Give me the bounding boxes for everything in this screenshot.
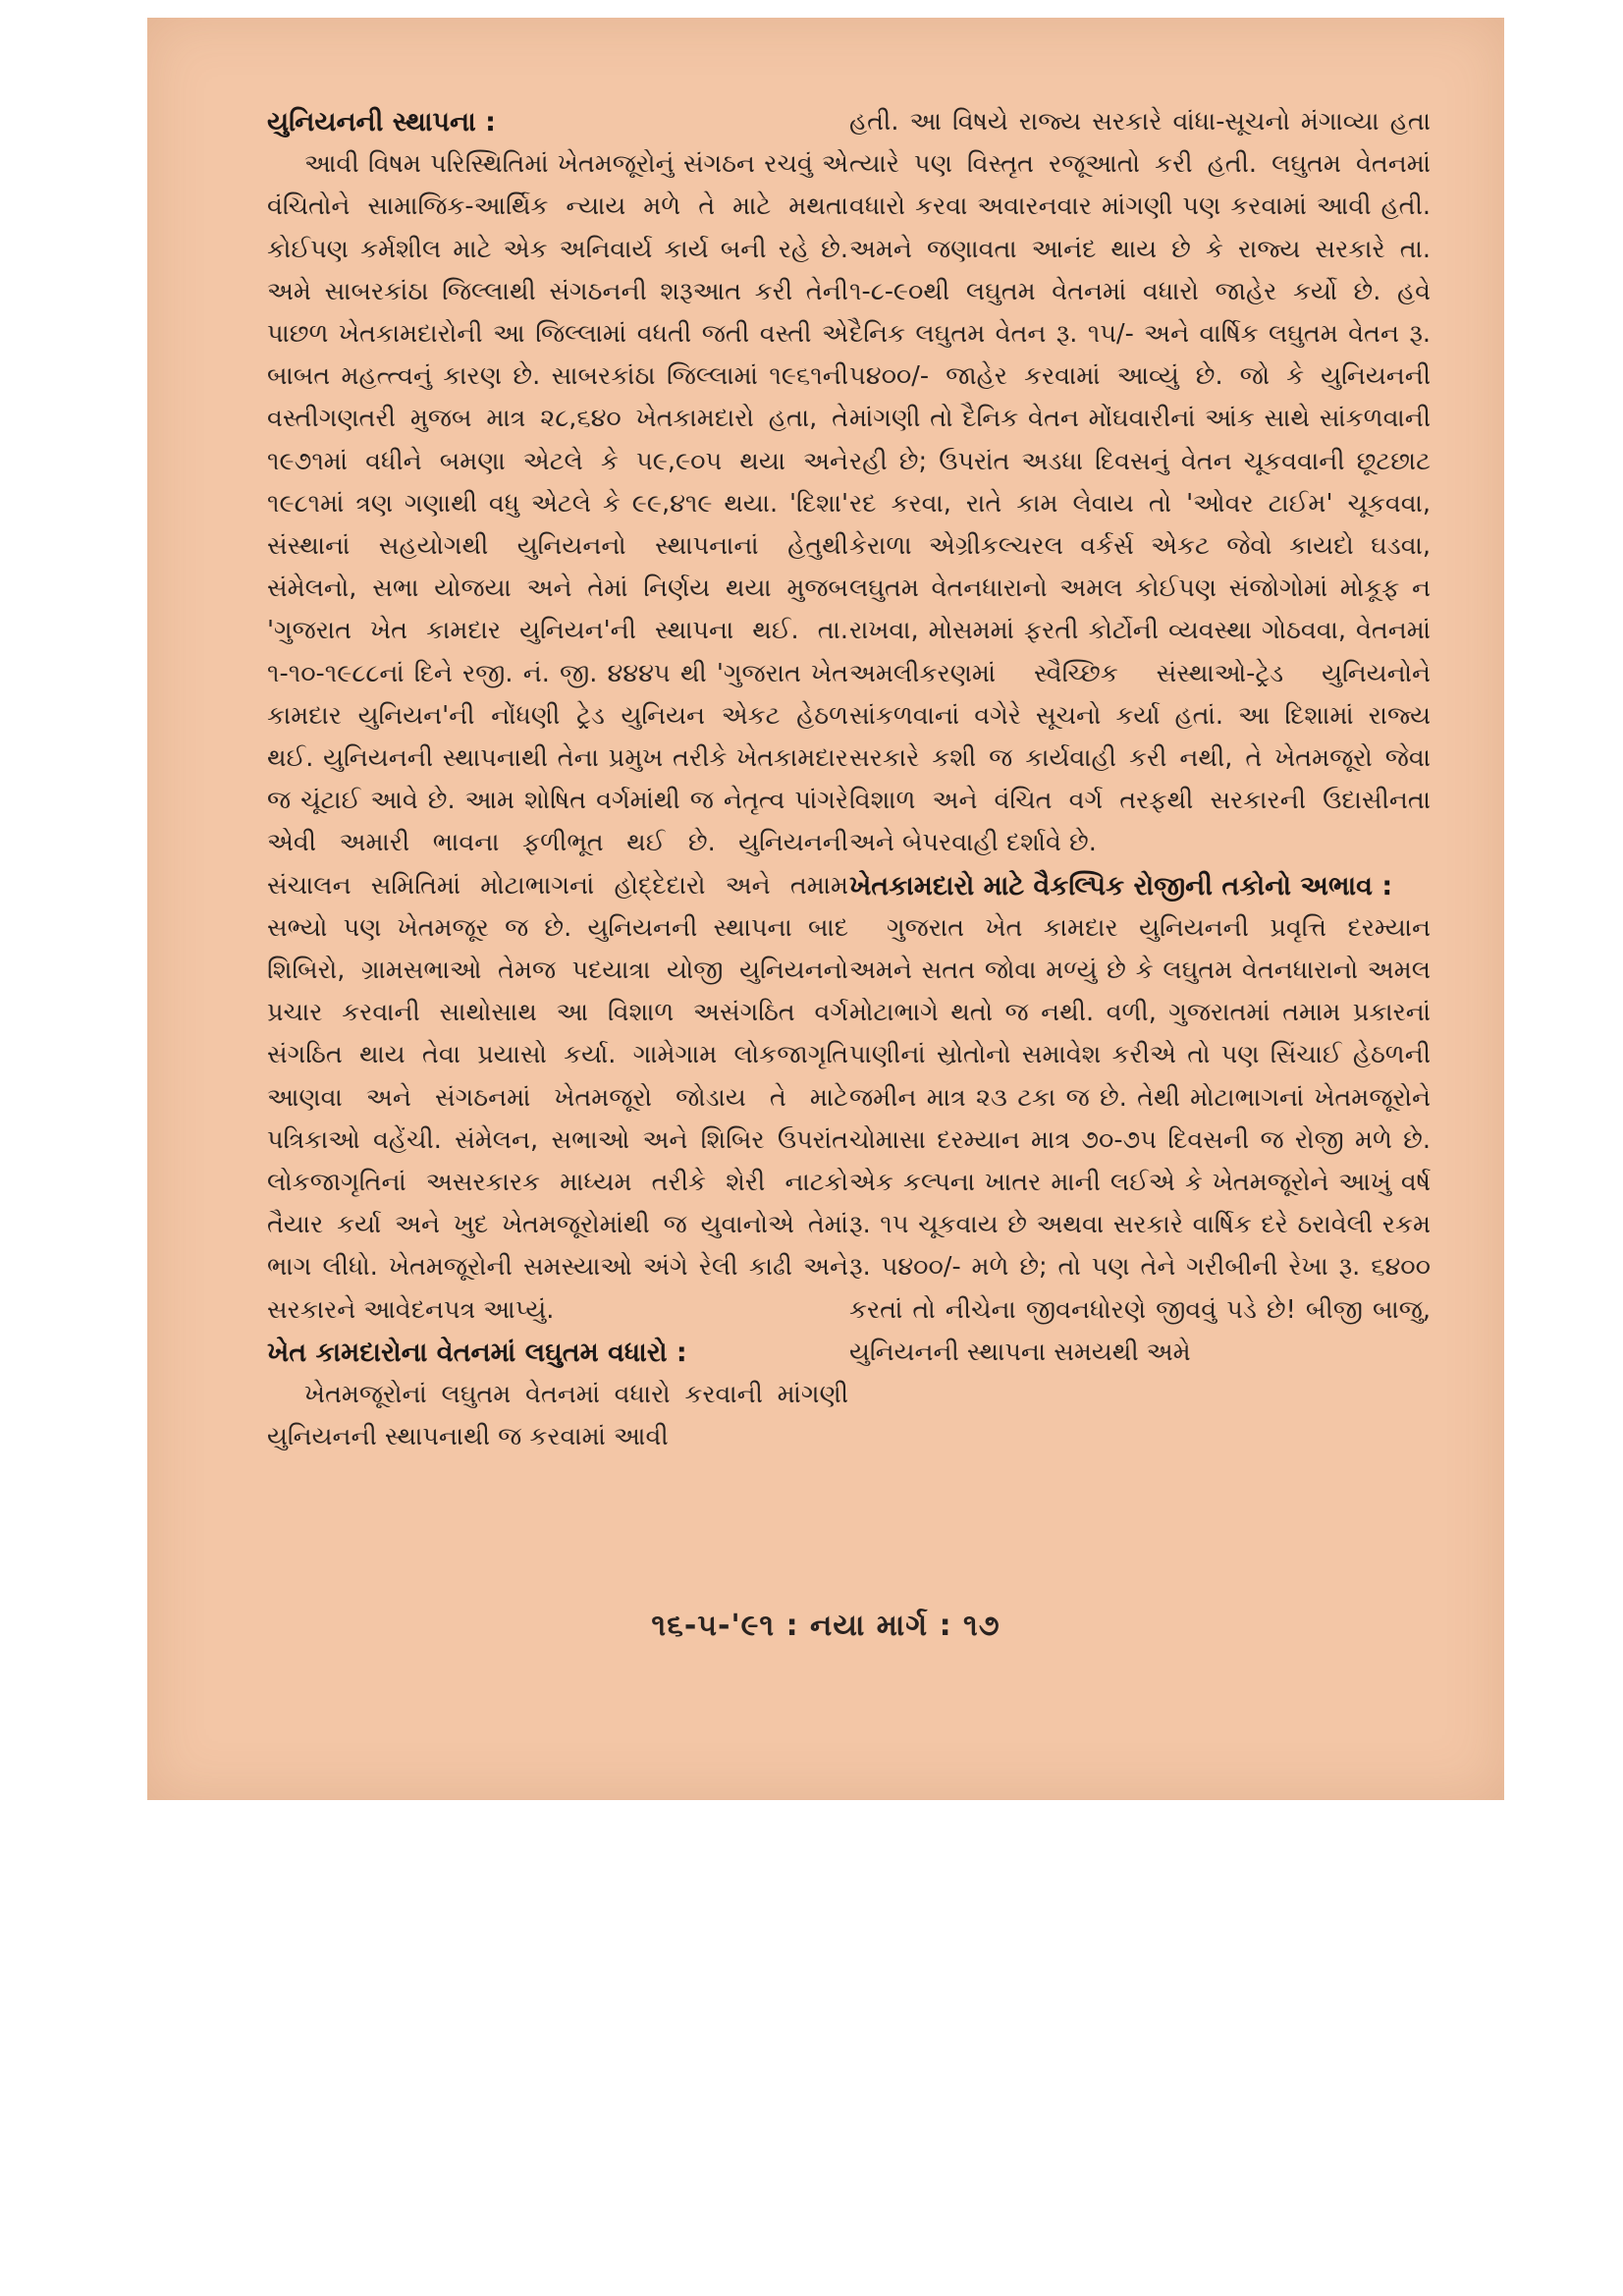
magazine-page xyxy=(147,18,1504,1800)
paragraph-minimum-wage-start: ખેતમજૂરોનાં લઘુતમ વેતનમાં વધારો કરવાની માંગણી યુનિયનની સ્થાપનાથી જ કરવામાં આવી xyxy=(267,1380,848,1452)
paragraph-minimum-wage-continued: હતી. આ વિષયે રાજ્ય સરકારે વાંધા-સૂચનો મંગાવ્યા હતા ત્યારે પણ વિસ્તૃત રજૂઆતો કરી હતી. લઘુતમ વેતનમાં વધારો કરવા અવારનવાર માંગણી પણ કરવામાં આવી હતી. અમને જણાવતા આનંદ થાય છે કે રાજ્ય સરકારે તા. ૧-૮-૯૦થી લઘુતમ વેતનમાં વધારો જાહેર કર્યો છે. હવે દૈનિક લઘુતમ વેતન રૂ. ૧૫/- અને વાર્ષિક લઘુતમ વેતન રૂ. ૫૪૦૦/- જાહેર કરવામાં આવ્યું છે. જો કે યુનિયનની માંગણી તો દૈનિક વેતન મોંઘવારીનાં આંક સાથે સાંકળવાની રહી છે; ઉપરાંત અડધા દિવસનું વેતન ચૂકવવાની છૂટછાટ રદ કરવા, રાતે કામ લેવાય તો 'ઓવર ટાઈમ' ચૂકવવા, કેરાળા એગ્રીકલ્ચરલ વર્કર્સ એકટ જેવો કાયદો ઘડવા, લઘુતમ વેતનધારાનો અમલ કોઈપણ સંજોગોમાં મોકૂફ ન રાખવા, મોસમમાં ફરતી કોર્ટોની વ્યવસ્થા ગોઠવવા, વેતનમાં અમલીકરણમાં સ્વૈચ્છિક સંસ્થાઓ-ટ્રેડ યુનિયનોને સાંકળવાનાં વગેરે સૂચનો કર્યા હતાં. આ દિશામાં રાજ્ય સરકારે કશી જ કાર્યવાહી કરી નથી, તે ખેતમજૂરો જેવા વિશાળ અને વંચિત વર્ગ તરફથી સરકારની ઉદાસીનતા અને બેપરવાહી દર્શાવે છે. xyxy=(849,107,1431,858)
right-column xyxy=(849,101,1431,1374)
section-heading-alternative-employment: ખેતકામદારો માટે વૈકલ્પિક રોજીની તકોનો અભાવ : xyxy=(849,870,1393,902)
page-footer: ૧૬-૫-'૯૧ : નયા માર્ગ : ૧૭ xyxy=(651,1609,1001,1643)
paragraph-union-founding: આવી વિષમ પરિસ્થિતિમાં ખેતમજૂરોનું સંગઠન રચવું એ વંચિતોને સામાજિક-આર્થિક ન્યાય મળે તે માટે મથતા કોઈપણ કર્મશીલ માટે એક અનિવાર્ય કાર્ય બની રહે છે. અમે સાબરકાંઠા જિલ્લાથી સંગઠનની શરૂઆત કરી તેની પાછળ ખેતકામદારોની આ જિલ્લામાં વધતી જતી વસ્તી એ બાબત મહત્ત્વનું કારણ છે. સાબરકાંઠા જિલ્લામાં ૧૯૬૧ની વસ્તીગણતરી મુજબ માત્ર ૨૮,૬૪૦ ખેતકામદારો હતા, તે ૧૯૭૧માં વધીને બમણા એટલે કે ૫૯,૯૦૫ થયા અને ૧૯૮૧માં ત્રણ ગણાથી વધુ એટલે કે ૯૯,૪૧૯ થયા. 'દિશા' સંસ્થાનાં સહયોગથી યુનિયનનો સ્થાપનાનાં હેતુથી સંમેલનો, સભા યોજયા અને તેમાં નિર્ણય થયા મુજબ 'ગુજરાત ખેત કામદાર યુનિયન'ની સ્થાપના થઈ. તા. ૧-૧૦-૧૯૮૮નાં દિને રજી. નં. જી. ૪૪૪૫ થી 'ગુજરાત ખેત કામદાર યુનિયન'ની નોંધણી ટ્રેડ યુનિયન એકટ હેઠળ થઈ. યુનિયનની સ્થાપનાથી તેના પ્રમુખ તરીકે ખેતકામદાર જ ચૂંટાઈ આવે છે. આમ શોષિત વર્ગમાંથી જ નેતૃત્વ પાંગરે એવી અમારી ભાવના ફળીભૂત થઈ છે. યુનિયનની સંચાલન સમિતિમાં મોટાભાગનાં હોદ્દેદારો અને તમામ સભ્યો પણ ખેતમજૂર જ છે. યુનિયનની સ્થાપના બાદ શિબિરો, ગ્રામસભાઓ તેમજ પદયાત્રા યોજી યુનિયનનો પ્રચાર કરવાની સાથોસાથ આ વિશાળ અસંગઠિત વર્ગ સંગઠિત થાય તેવા પ્રયાસો કર્યા. ગામેગામ લોકજાગૃતિ આણવા અને સંગઠનમાં ખેતમજૂરો જોડાય તે માટે પત્રિકાઓ વહેંચી. સંમેલન, સભાઓ અને શિબિર ઉપરાંત લોકજાગૃતિનાં અસરકારક માધ્યમ તરીકે શેરી નાટકો તૈયાર કર્યા અને ખુદ ખેતમજૂરોમાંથી જ યુવાનોએ તેમાં ભાગ લીધો. ખેતમજૂરોની સમસ્યાઓ અંગે રેલી કાઢી અને સરકારને આવેદનપત્ર આપ્યું. xyxy=(267,149,848,1325)
left-column xyxy=(267,101,848,1459)
paragraph-alternative-employment: ગુજરાત ખેત કામદાર યુનિયનની પ્રવૃત્તિ દરમ્યાન અમને સતત જોવા મળ્યું છે કે લઘુતમ વેતનધારાનો અમલ મોટાભાગે થતો જ નથી. વળી, ગુજરાતમાં તમામ પ્રકારનાં પાણીનાં સ્રોતોનો સમાવેશ કરીએ તો પણ સિંચાઈ હેઠળની જમીન માત્ર ૨૩ ટકા જ છે. તેથી મોટાભાગનાં ખેતમજૂરોને ચોમાસા દરમ્યાન માત્ર ૭૦-૭૫ દિવસની જ રોજી મળે છે. એક કલ્પના ખાતર માની લઈએ કે ખેતમજૂરોને આખું વર્ષ રૂ. ૧૫ ચૂકવાય છે અથવા સરકારે વાર્ષિક દરે ઠરાવેલી રકમ રૂ. ૫૪૦૦/- મળે છે; તો પણ તેને ગરીબીની રેખા રૂ. ૬૪૦૦ કરતાં તો નીચેના જીવનધોરણે જીવવું પડે છે! બીજી બાજુ, યુનિયનની સ્થાપના સમયથી અમે xyxy=(849,912,1431,1367)
section-heading-minimum-wage: ખેત કામદારોના વેતનમાં લઘુતમ વધારો : xyxy=(267,1337,687,1368)
section-heading-union-founding: યુનિયનની સ્થાપના : xyxy=(267,107,496,137)
